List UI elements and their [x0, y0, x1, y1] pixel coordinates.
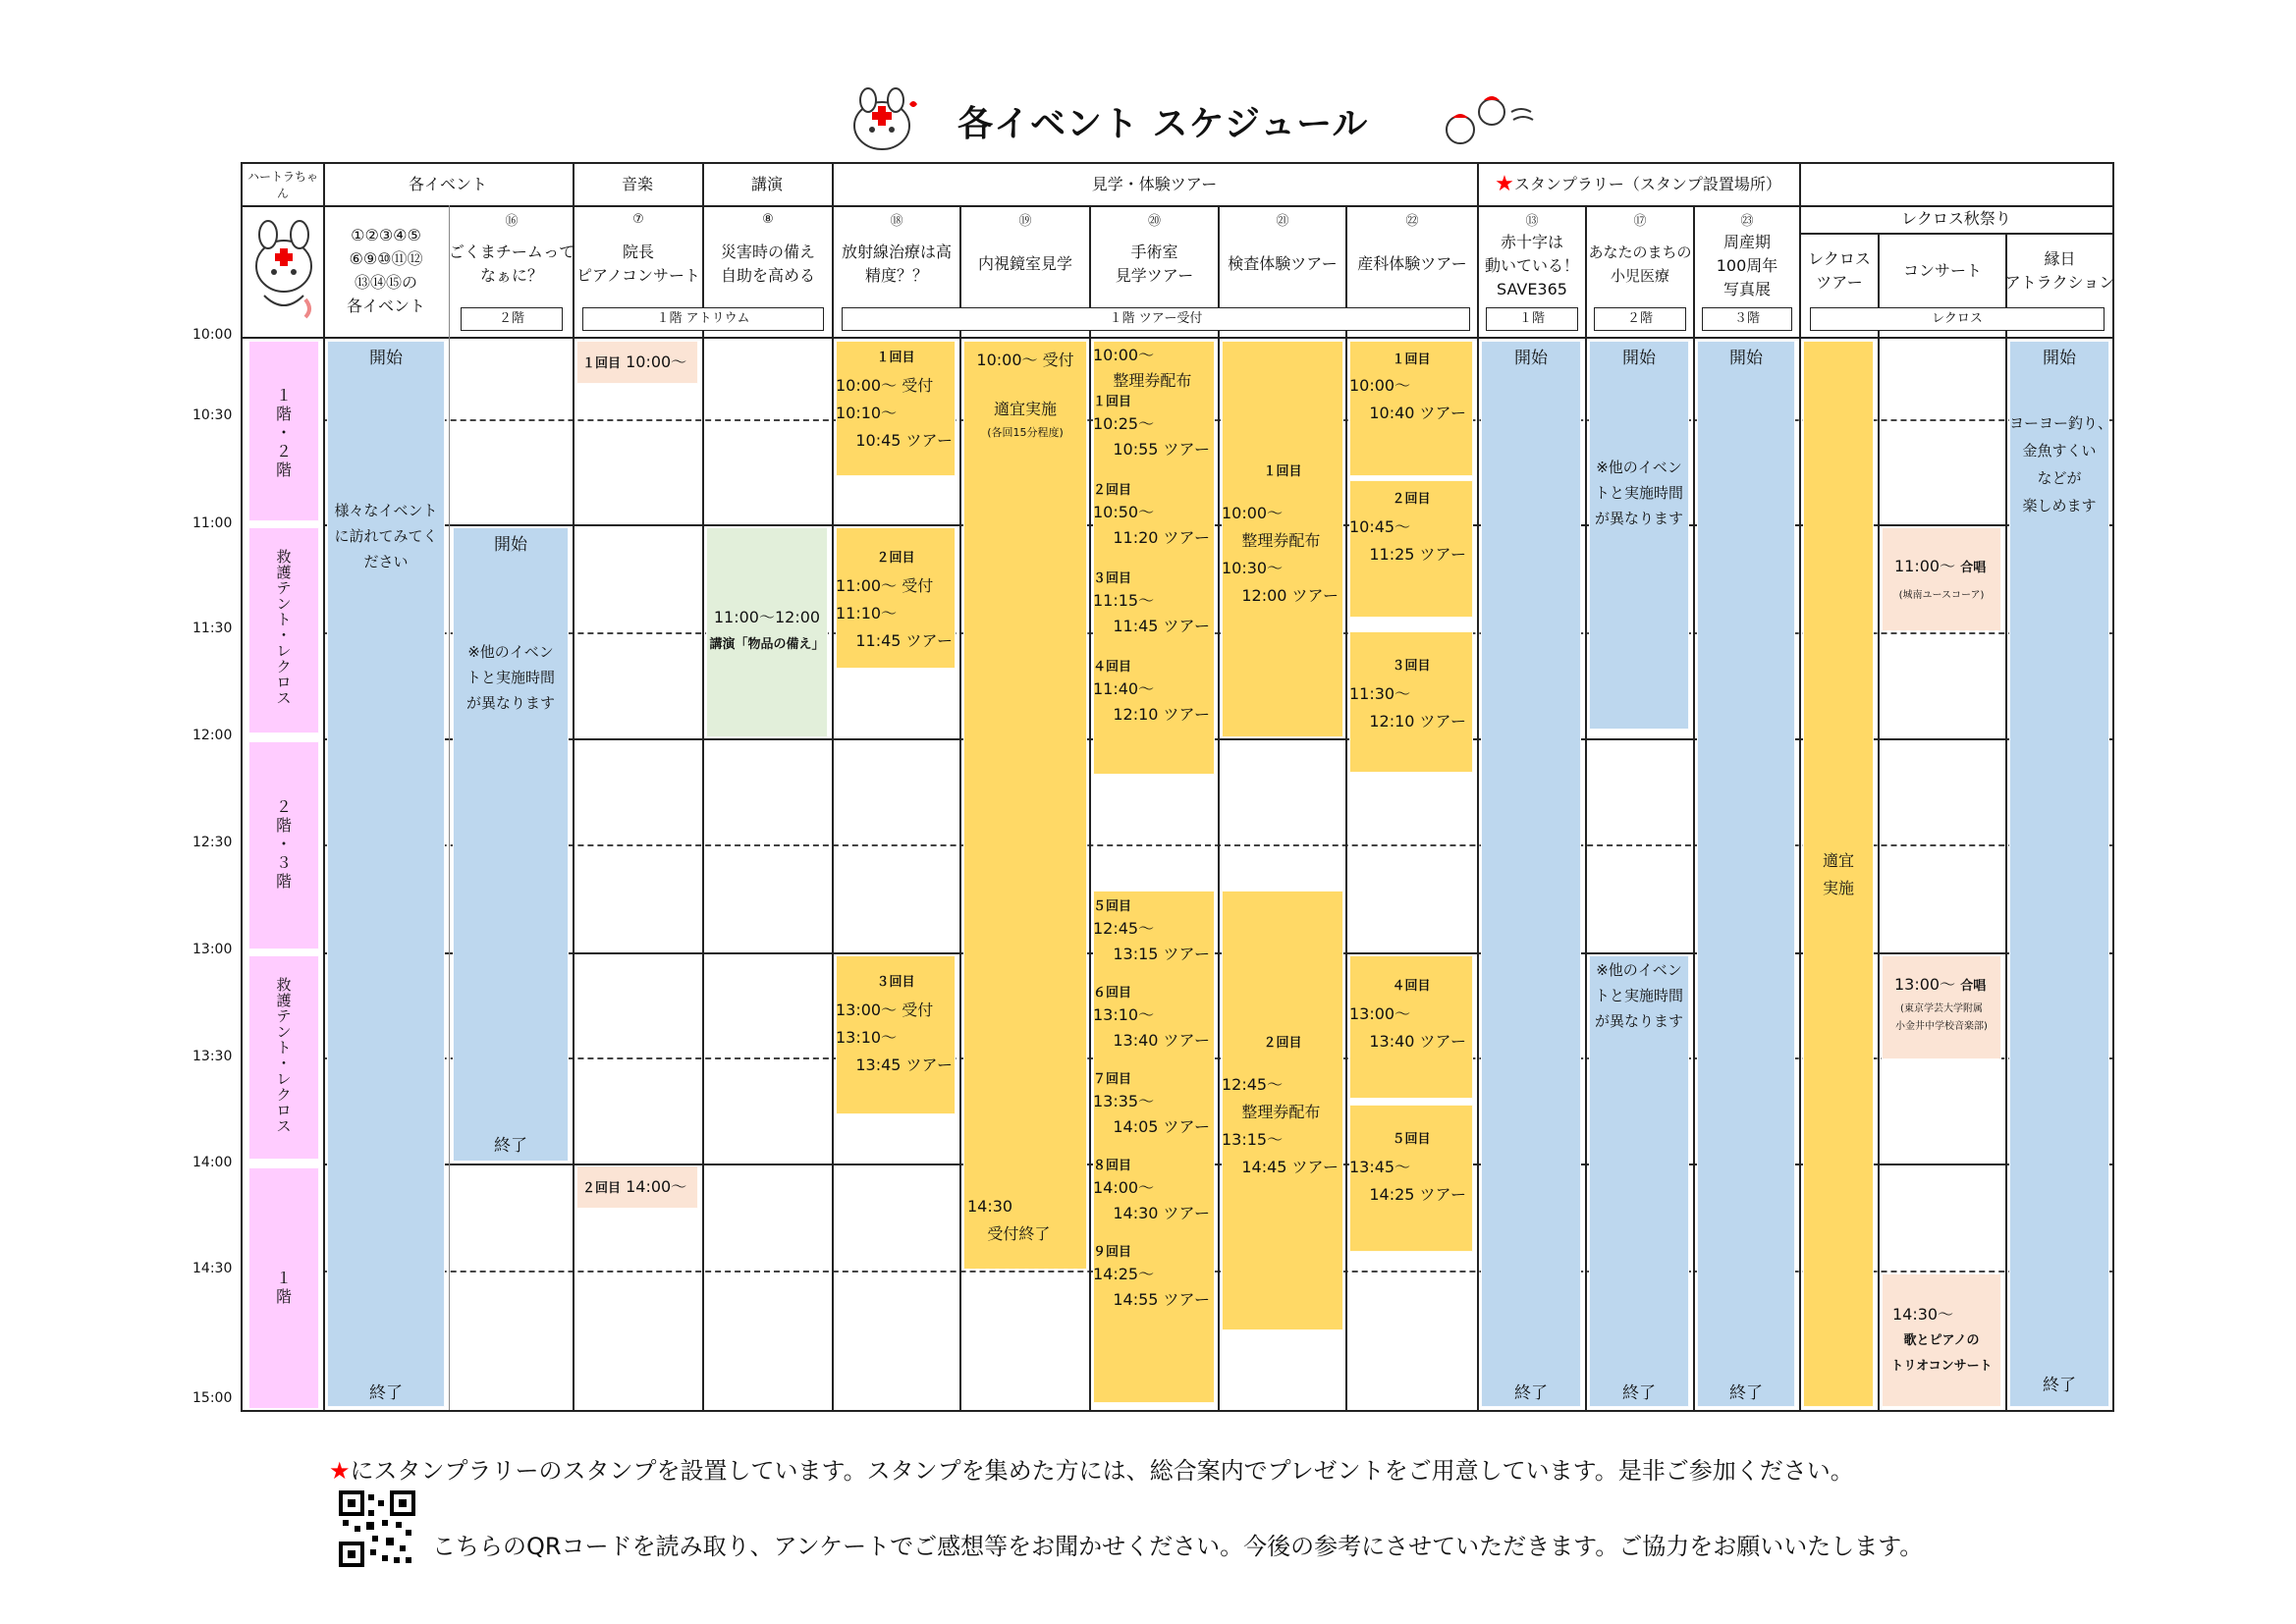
session-times: 10:00～ 整理券配布 10:30～ 12:00 ツアー — [1222, 504, 1339, 605]
end-label: 終了 — [494, 1136, 527, 1156]
session-times: 14:25～ 14:55 ツアー — [1093, 1265, 1211, 1309]
time-tick: 13:00 — [192, 942, 233, 957]
session-label: ４回目 — [1392, 979, 1431, 994]
end-label: 終了 — [1514, 1383, 1548, 1403]
tour-block — [1093, 891, 1215, 1403]
session-times: 13:35～ 14:05 ツアー — [1093, 1092, 1211, 1136]
col-pediatric: あなたのまちの 小児医療 — [1588, 244, 1692, 285]
session-label: １回目 10:00～ — [582, 352, 687, 371]
event-note: ※他のイベン トと実施時間 が異なります — [1594, 961, 1683, 1030]
session-label: １回目 — [876, 351, 915, 365]
floor-label: 救 護 テ ン ト ・ レ ク ロ ス — [276, 976, 292, 1135]
start-label: 開始 — [494, 535, 527, 555]
schedule-table — [241, 162, 2114, 1412]
col-recross-tour: レクロス ツアー — [1808, 249, 1871, 292]
end-label: 終了 — [1729, 1383, 1763, 1403]
session-times: 10:45～ 11:25 ツアー — [1349, 517, 1467, 564]
loc-badge: １階 — [1486, 307, 1578, 331]
start-label: 開始 — [1622, 349, 1656, 368]
session-label: ３回目 — [1392, 659, 1431, 674]
session-note: 適宜 実施 — [1822, 851, 1854, 897]
event-block — [453, 527, 569, 1162]
col-piano: 院長 ピアノコンサート — [576, 243, 700, 285]
session-times: 14:00～ 14:30 ツアー — [1093, 1178, 1211, 1222]
col-events: ①②③④⑤ ⑥⑨⑩⑪⑫ ⑬⑭⑮の 各イベント — [346, 226, 425, 315]
loc-badge: １階 アトリウム — [582, 307, 824, 331]
session-label: ２回目 — [1392, 492, 1431, 507]
session-label: ２回目 — [1263, 1036, 1302, 1051]
session-times: 11:15～ 11:45 ツアー — [1093, 591, 1211, 635]
session-times: 12:45～ 整理券配布 13:15～ 14:45 ツアー — [1222, 1075, 1339, 1176]
col-operating: 手術室 見学ツアー — [1115, 243, 1194, 285]
group-lecture: 講演 — [750, 175, 783, 193]
event-note: ※他のイベン トと実施時間 が異なります — [1594, 459, 1683, 527]
floor-label: １ 階 — [275, 1269, 292, 1306]
loc-badge: ２階 — [1594, 307, 1686, 331]
star-icon: ★ — [329, 1457, 351, 1485]
time-tick: 12:30 — [192, 835, 233, 850]
footer-line2: こちらのQRコードを読み取り、アンケートでご感想等をお聞かせください。今後の参考にさせていただきます。ご協力をお願いいたします。 — [432, 1533, 1924, 1560]
session-times: 10:00～ 整理券配布 — [1093, 346, 1192, 390]
col-save365: 赤十字は 動いている！ SAVE365 — [1484, 233, 1579, 298]
session-label: １回目 — [1263, 464, 1302, 479]
col-obstetrics: 産科体験ツアー — [1357, 254, 1467, 273]
concert-label: 13:00～ 合唱 — [1894, 975, 1987, 994]
col-obstetrics-num: ㉒ — [1405, 213, 1419, 229]
col-save-num: ⑬ — [1525, 213, 1539, 229]
floor-label: ２ 階 ・ ３ 階 — [275, 797, 292, 891]
col-photo: 周産期 100周年 写真展 — [1716, 233, 1778, 298]
session-times: 10:00～ 10:40 ツアー — [1349, 376, 1467, 422]
col-piano-num: ⑦ — [632, 211, 644, 227]
lecture-time: 11:00～12:00 — [713, 608, 821, 626]
group-events: 各イベント — [408, 175, 487, 193]
session-label: ４回目 — [1093, 660, 1132, 675]
birds-icon — [1439, 94, 1557, 153]
col-radiation-num: ⑱ — [890, 213, 903, 229]
col-team: ごくまチームって なぁに？ — [448, 243, 575, 285]
tour-block — [963, 341, 1087, 1270]
session-label: １回目 — [1093, 395, 1132, 409]
time-tick: 14:00 — [192, 1155, 233, 1170]
floor-label: 救 護 テ ン ト ・ レ ク ロ ス — [276, 548, 292, 707]
col-operating-num: ⑳ — [1147, 213, 1161, 229]
star-icon: ★ — [1495, 172, 1514, 196]
group-stamp — [1477, 164, 1799, 205]
group-stamp-label: スタンプラリー（スタンプ設置場所） — [1513, 175, 1781, 193]
session-label: ８回目 — [1093, 1159, 1132, 1173]
concert-sub: (東京学芸大学附属 小金井中学校音楽部) — [1895, 1003, 1988, 1032]
session-label: ２回目 — [876, 551, 915, 566]
session-times: 13:00～ 受付 13:10～ 13:45 ツアー — [836, 1001, 954, 1074]
col-photo-num: ㉓ — [1740, 213, 1754, 229]
start-label: 開始 — [2043, 349, 2076, 368]
time-tick: 12:00 — [192, 728, 233, 743]
col-exam-num: ㉑ — [1276, 213, 1289, 229]
event-note: 様々なイベント に訪れてみてく ださい — [334, 502, 438, 570]
start-label: 開始 — [1514, 349, 1548, 368]
session-times: 13:00～ 13:40 ツアー — [1349, 1004, 1467, 1051]
session-times: 13:10～ 13:40 ツアー — [1093, 1005, 1211, 1050]
time-tick: 11:30 — [192, 621, 233, 636]
event-block — [1481, 341, 1581, 1407]
loc-badge: ３階 — [1702, 307, 1792, 331]
session-times: 11:40～ 12:10 ツアー — [1093, 679, 1211, 724]
session-label: ５回目 — [1392, 1132, 1431, 1147]
time-tick: 10:00 — [192, 327, 233, 343]
floor-label: １ 階 ・ ２ 階 — [275, 386, 292, 479]
session-note: 適宜実施 — [993, 400, 1057, 418]
session-times: 14:30 受付終了 — [967, 1197, 1051, 1243]
col-endoscopy: 内視鏡室見学 — [977, 254, 1072, 273]
session-label: ６回目 — [1093, 986, 1132, 1001]
footer-line1: にスタンプラリーのスタンプを設置しています。スタンプを集めた方には、総合案内でプレゼントをご用意しています。是非ご参加ください。 — [350, 1457, 1854, 1485]
loc-badge: レクロス — [1810, 307, 2105, 331]
col-disaster-num: ⑧ — [762, 211, 774, 227]
session-times: 13:45～ 14:25 ツアー — [1349, 1158, 1467, 1204]
col-pediatric-num: ⑰ — [1633, 213, 1647, 229]
session-label: ３回目 — [1093, 571, 1132, 586]
concert-label: 11:00～ 合唱 — [1894, 557, 1987, 575]
footer-stamp-note — [329, 1451, 1854, 1486]
col-team-num: ⑯ — [505, 213, 519, 229]
col-concert: コンサート — [1902, 261, 1982, 280]
session-label: ９回目 — [1093, 1245, 1132, 1260]
end-label: 終了 — [1622, 1383, 1656, 1403]
mascot-icon — [845, 86, 923, 155]
session-times: 10:00～ 受付 10:10～ 10:45 ツアー — [836, 376, 954, 450]
session-times: 11:00～ 受付 11:10～ 11:45 ツアー — [836, 576, 954, 650]
loc-badge: ２階 — [461, 307, 563, 331]
event-block — [1589, 341, 1689, 730]
time-tick: 13:30 — [192, 1049, 233, 1064]
event-note: ヨーヨー釣り、 金魚すくい などが 楽しめます — [2009, 414, 2113, 514]
session-times: 10:50～ 11:20 ツアー — [1093, 503, 1211, 547]
heartora-mascot-icon — [250, 215, 319, 323]
concert-sub: (城南ユースコーア) — [1898, 590, 1985, 601]
session-label: ３回目 — [876, 975, 915, 990]
col-endoscopy-num: ⑲ — [1018, 213, 1032, 229]
col-attraction: 縁日 アトラクション — [2004, 249, 2115, 292]
character-label: ハートラちゃん — [246, 170, 318, 200]
session-label: ２回目 14:00～ — [582, 1177, 687, 1196]
time-tick: 14:30 — [192, 1261, 233, 1276]
page-title: 各イベント スケジュール — [957, 104, 1369, 144]
session-note: (各回15分程度) — [987, 426, 1064, 439]
event-note: ※他のイベン トと実施時間 が異なります — [465, 643, 555, 712]
time-tick: 10:30 — [192, 407, 233, 423]
start-label: 開始 — [369, 349, 403, 368]
session-label: ７回目 — [1093, 1072, 1132, 1087]
time-tick: 11:00 — [192, 515, 233, 531]
session-times: 10:25～ 10:55 ツアー — [1093, 414, 1211, 459]
qr-code-icon[interactable] — [339, 1490, 415, 1567]
concert-title: 歌とピアノの トリオコンサート — [1890, 1333, 1993, 1374]
group-music: 音楽 — [621, 175, 653, 193]
session-times: 11:30～ 12:10 ツアー — [1349, 684, 1467, 731]
group-recross: レクロス秋祭り — [1901, 209, 2011, 228]
session-label: ２回目 — [1093, 483, 1132, 498]
start-label: 開始 — [1729, 349, 1763, 368]
session-label: １回目 — [1392, 352, 1431, 367]
end-label: 終了 — [2043, 1376, 2076, 1395]
col-disaster: 災害時の備え 自助を高める — [720, 243, 815, 285]
loc-badge: １階 ツアー受付 — [842, 307, 1470, 331]
session-times: 12:45～ 13:15 ツアー — [1093, 919, 1211, 963]
concert-label: 14:30～ — [1892, 1305, 1954, 1324]
end-label: 終了 — [369, 1383, 403, 1403]
group-tour: 見学・体験ツアー — [1091, 175, 1218, 193]
col-exam: 検査体験ツアー — [1228, 254, 1338, 273]
session-times: 10:00～ 受付 — [976, 351, 1074, 369]
col-radiation: 放射線治療は高 精度？？ — [841, 243, 952, 285]
session-label: ５回目 — [1093, 899, 1132, 914]
event-block — [1697, 341, 1795, 1407]
time-tick: 15:00 — [192, 1390, 233, 1406]
lecture-title: 講演「物品の備え」 — [709, 637, 825, 652]
